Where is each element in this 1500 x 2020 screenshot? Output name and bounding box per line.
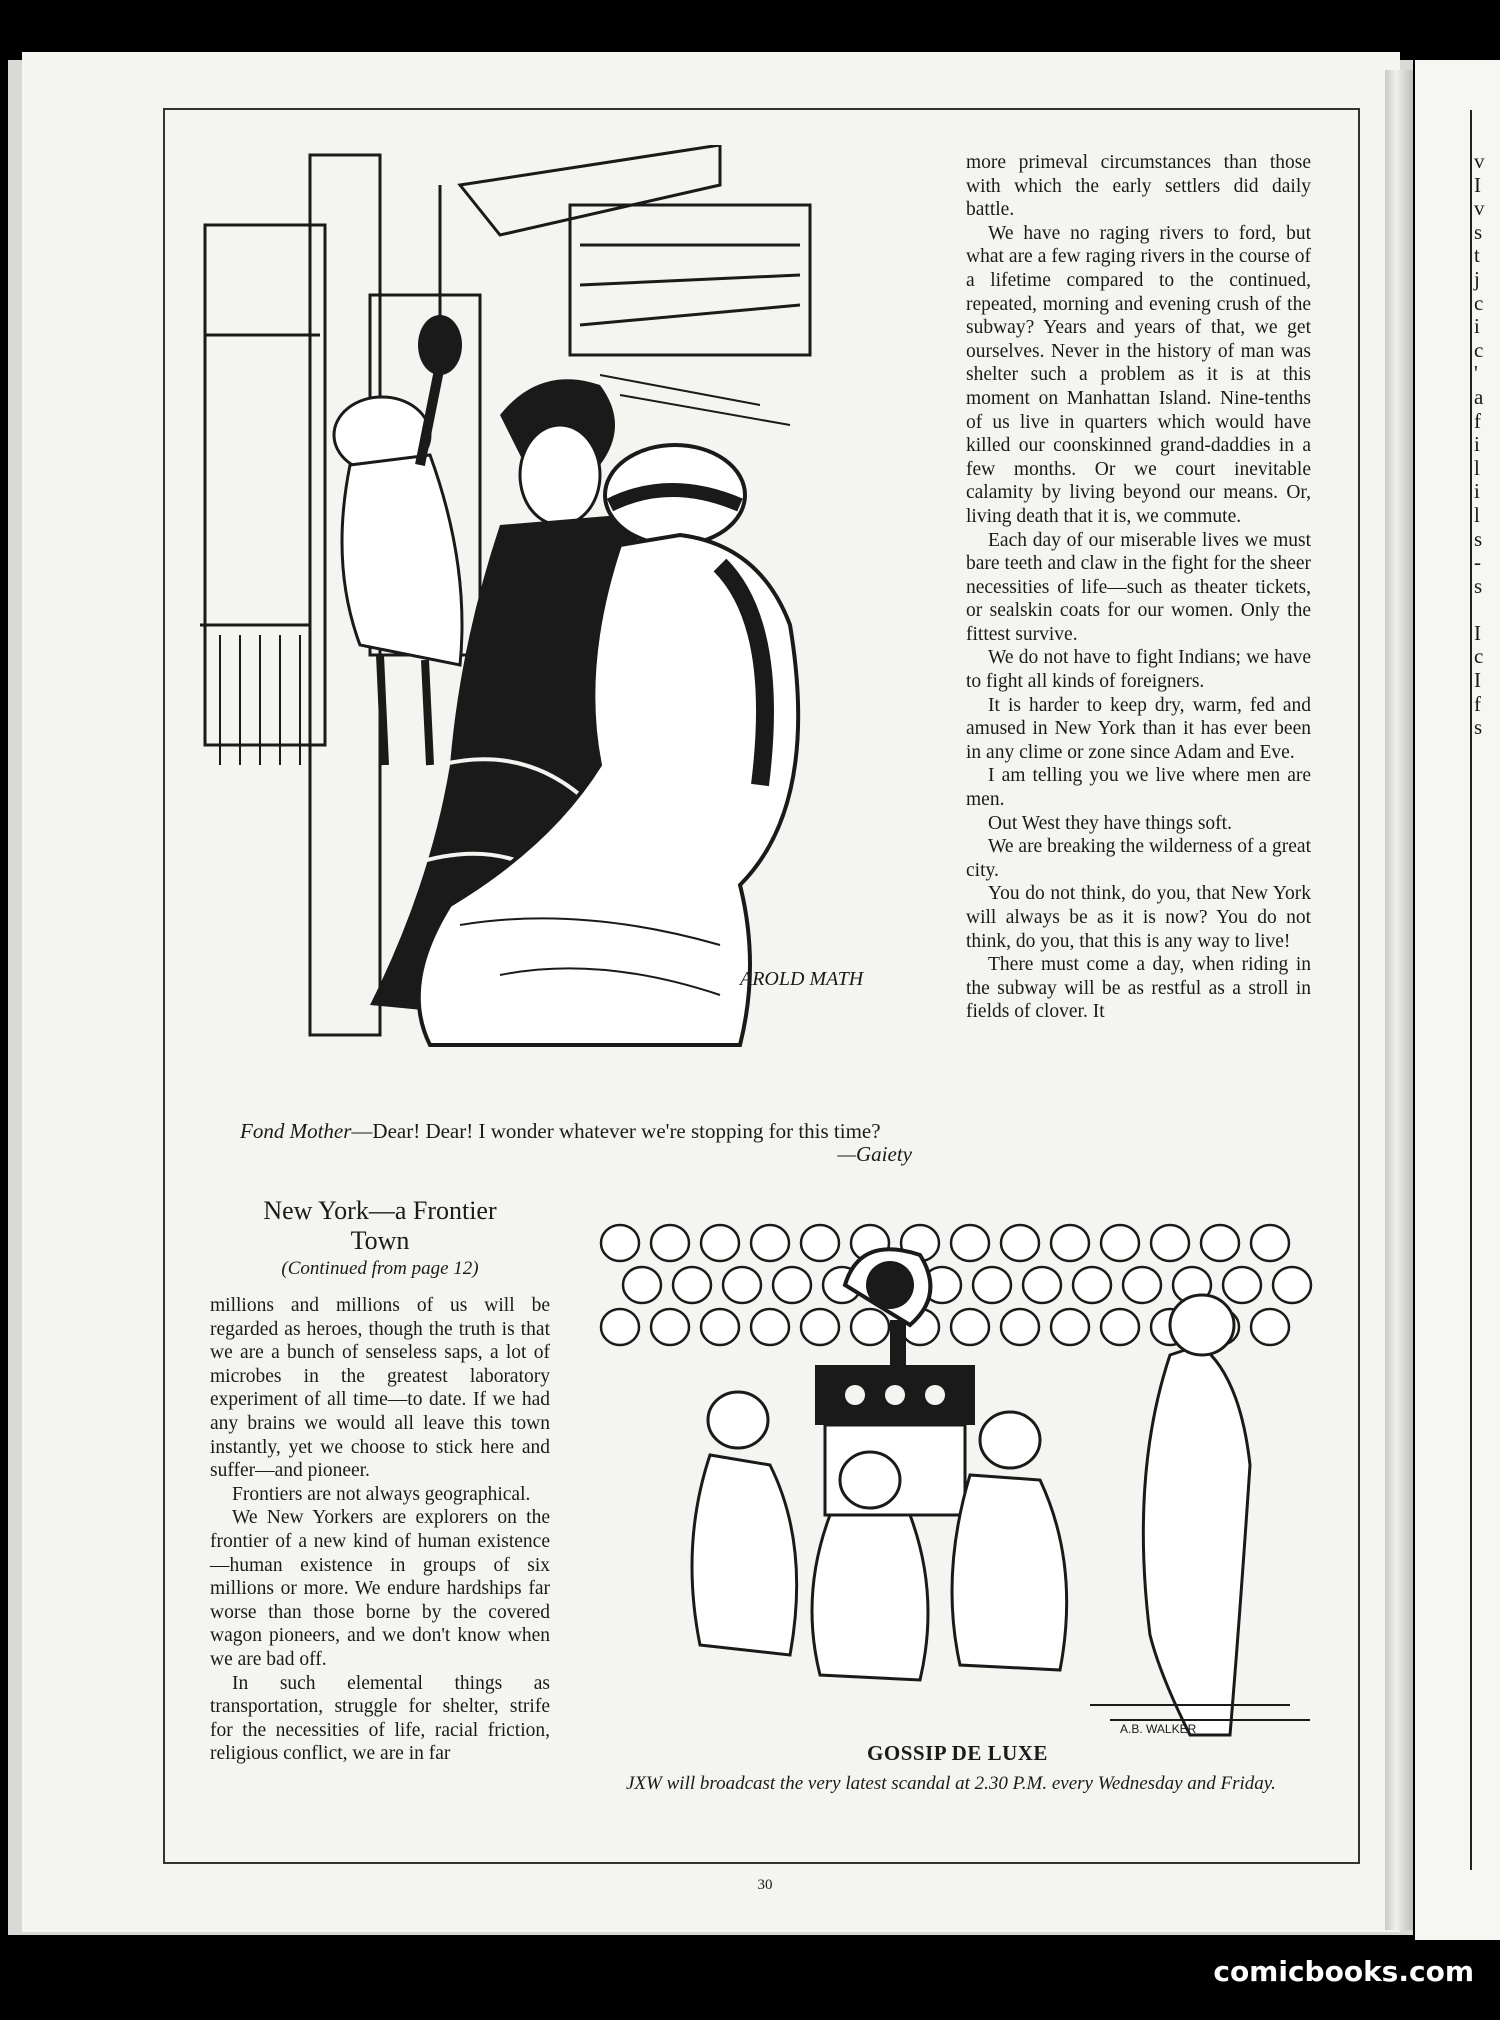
facing-page-letter: t xyxy=(1474,243,1480,268)
crowd-head xyxy=(1023,1267,1061,1303)
facing-page-letter: s xyxy=(1474,715,1483,740)
paragraph: Out West they have things soft. xyxy=(988,812,1232,834)
crowd-head xyxy=(1223,1267,1261,1303)
crowd-head xyxy=(701,1225,739,1261)
facing-page-letter: c xyxy=(1474,644,1484,669)
crowd-head xyxy=(801,1309,839,1345)
crowd-head xyxy=(1051,1309,1089,1345)
facing-page-letter: a xyxy=(1474,384,1484,409)
crowd-head xyxy=(1073,1267,1111,1303)
paragraph: I am telling you we live where men are men. xyxy=(966,765,1311,811)
facing-page-letter: l xyxy=(1474,455,1480,480)
facing-page-text xyxy=(1474,150,1496,740)
crowd-head xyxy=(751,1225,789,1261)
crowd-head xyxy=(651,1309,689,1345)
book-spine xyxy=(1385,70,1413,1930)
page-number: 30 xyxy=(757,1877,773,1893)
continued-note: (Continued from page 12) xyxy=(281,1258,479,1279)
facing-page-letter: c xyxy=(1474,290,1484,315)
crowd-head xyxy=(623,1267,661,1303)
crowd-head xyxy=(1251,1225,1289,1261)
crowd-head xyxy=(851,1309,889,1345)
paragraph: Each day of our miserable lives we must bare teeth and claw in the fight for the sheer necessities of life—such as theater tickets, or sealskin coats for our women. Only the fittest survive. xyxy=(966,529,1311,645)
article-title-line2: Town xyxy=(350,1226,410,1255)
caption-credit: —Gaiety xyxy=(837,1142,912,1166)
facing-page-letter: ' xyxy=(1474,361,1478,386)
crowd-head xyxy=(1101,1225,1139,1261)
facing-page-letter: j xyxy=(1474,266,1480,291)
crowd-head xyxy=(773,1267,811,1303)
paragraph: millions and millions of us will be regarded as heroes, though the truth is that we are a bunch of senseless saps, a lot of microbes in the greatest laboratory experiment of all time—to date. If we had any brains we would all leave this town instantly, yet we choose to stick here and suffer—and pioneer. xyxy=(210,1295,550,1482)
paragraph: There must come a day, when riding in the subway will be as restful as a stroll in fields of clover. It xyxy=(966,954,1311,1023)
crowd-head xyxy=(1001,1225,1039,1261)
paragraph: We New Yorkers are explorers on the frontier of a new kind of human existence—human existence in groups of six millions or more. We endure hardships far worse than those borne by the covered wagon pioneers, and we don't know when we are bad off. xyxy=(210,1507,550,1670)
paragraph: We have no raging rivers to ford, but what are a few raging rivers in the course of a lifetime compared to the continued, repeated, morning and evening crush of the subway? Years and years of that, we get ourselves. Never in the history of man was shelter such a problem as it is at this moment on Manhattan Island. Nine-tenths of us live in quarters which would have killed our coonskinned grand-daddies in a few months. Or we court inevitable calamity by living beyond our means. Or, living death that it is, we commute. xyxy=(966,222,1311,527)
facing-page-letter: s xyxy=(1474,526,1483,551)
crowd-head xyxy=(601,1225,639,1261)
crowd-head xyxy=(651,1225,689,1261)
gossip-title: GOSSIP DE LUXE xyxy=(867,1741,1048,1765)
crowd-head xyxy=(1251,1309,1289,1345)
facing-page-letter: v xyxy=(1474,149,1485,173)
facing-page-letter: v xyxy=(1474,196,1485,221)
article-title xyxy=(210,1196,550,1256)
crowd-head xyxy=(1101,1309,1139,1345)
article-title-line1: New York—a Frontier xyxy=(263,1196,497,1225)
crowd-head xyxy=(601,1309,639,1345)
crowd-head xyxy=(973,1267,1011,1303)
crowd-head xyxy=(701,1309,739,1345)
facing-page-letter: I xyxy=(1474,172,1481,197)
facing-page-letter: i xyxy=(1474,432,1480,457)
facing-page-letter: s xyxy=(1474,573,1483,598)
crowd-head xyxy=(1123,1267,1161,1303)
crowd-head xyxy=(1051,1225,1089,1261)
facing-page-letter: f xyxy=(1474,408,1481,433)
paragraph: You do not think, do you, that New York will always be as it is now? You do not think, do you, that this is any way to live! xyxy=(966,883,1311,952)
facing-page-letter: i xyxy=(1474,314,1480,339)
cartoon-caption xyxy=(208,1119,930,1166)
paragraph: In such elemental things as transportation, struggle for shelter, strife for the necessities of life, racial friction, religious conflict, we are in far xyxy=(210,1672,550,1765)
crowd-head xyxy=(673,1267,711,1303)
watermark: comicbooks.com xyxy=(1213,1955,1474,1988)
crowd-head xyxy=(801,1225,839,1261)
facing-page-letter: s xyxy=(1474,219,1483,244)
paragraph: more primeval circumstances than those with which the early settlers did daily battle. xyxy=(966,152,1311,221)
paragraph: It is harder to keep dry, warm, fed and amused in New York than it has ever been in any clime or zone since Adam and Eve. xyxy=(966,694,1311,763)
facing-page-letter xyxy=(1474,598,1496,622)
facing-page-letter: - xyxy=(1474,550,1481,575)
article-column-right xyxy=(966,151,1311,1024)
facing-page-letter: I xyxy=(1474,620,1481,645)
facing-page-letter: I xyxy=(1474,668,1481,693)
caption-speaker: Fond Mother xyxy=(240,1119,352,1143)
crowd-head xyxy=(723,1267,761,1303)
paragraph: Frontiers are not always geographical. xyxy=(232,1483,531,1505)
signature-bottom: A.B. WALKER xyxy=(1120,1722,1197,1736)
article-column-left xyxy=(210,1294,550,1766)
facing-page-letter: f xyxy=(1474,691,1481,716)
facing-page-letter: c xyxy=(1474,337,1484,362)
crowd-head xyxy=(1273,1267,1311,1303)
facing-page-letter: l xyxy=(1474,502,1480,527)
paragraph: We do not have to fight Indians; we have to fight all kinds of foreigners. xyxy=(966,647,1311,693)
paragraph: We are breaking the wilderness of a great city. xyxy=(966,836,1311,881)
crowd-head xyxy=(1151,1225,1189,1261)
facing-page-letter: i xyxy=(1474,479,1480,504)
crowd-head xyxy=(751,1309,789,1345)
caption-text: —Dear! Dear! I wonder whatever we're stopping for this time? xyxy=(351,1119,881,1143)
gossip-caption: JXW will broadcast the very latest scandal at 2.30 P.M. every Wednesday and Friday. xyxy=(626,1773,1276,1794)
crowd-head xyxy=(1001,1309,1039,1345)
radio-crowd-illustration xyxy=(590,1215,1325,1740)
crowd-head xyxy=(951,1309,989,1345)
signature-top: AROLD MATH xyxy=(740,968,864,990)
crowd-head xyxy=(951,1225,989,1261)
crowd-head xyxy=(1201,1225,1239,1261)
subway-illustration xyxy=(200,145,930,1115)
